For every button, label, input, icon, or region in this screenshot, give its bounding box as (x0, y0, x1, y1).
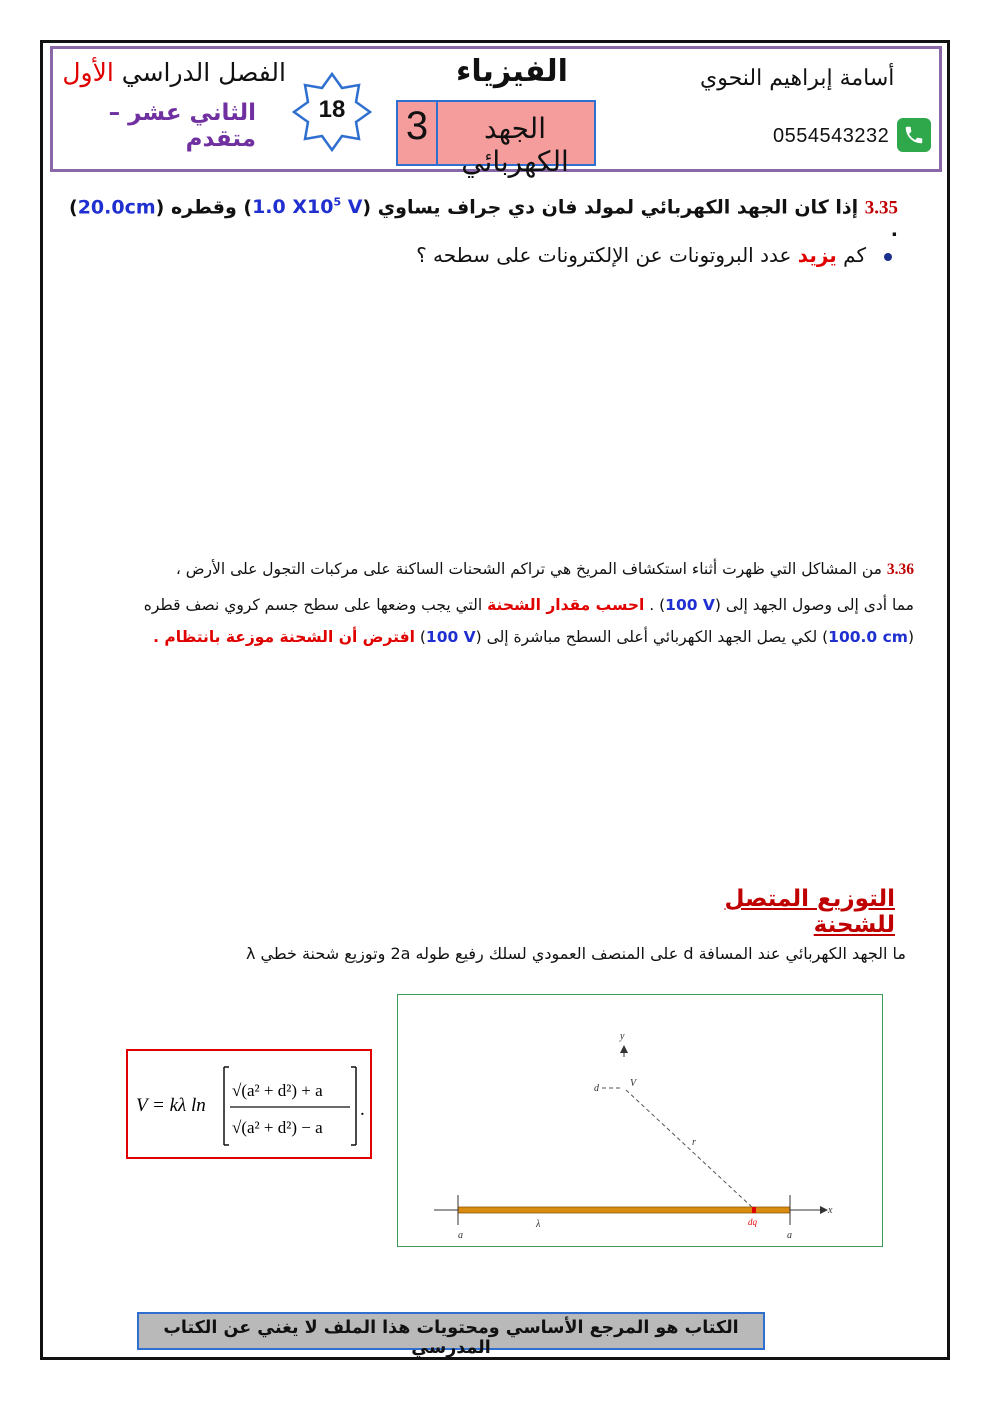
semester-prefix: الفصل الدراسي (113, 58, 286, 87)
r-label: r (692, 1137, 696, 1148)
svg-text:.: . (360, 1099, 365, 1120)
question-3-36-line2 (80, 596, 914, 614)
instruction-highlight: احسب مقدار الشحنة (487, 596, 645, 614)
dq-label: dq (748, 1217, 757, 1227)
phone-number: 0554543232 (773, 125, 890, 147)
assumption-highlight: افترض أن الشحنة موزعة بانتظام . (153, 628, 415, 646)
question-text: ( (907, 628, 914, 646)
potential-unit: V (341, 196, 363, 219)
y-axis-label: y (620, 1031, 625, 1042)
a-right-label: a (787, 1230, 792, 1241)
lambda-label: λ (536, 1219, 541, 1230)
diameter-value: 20.0cm (77, 196, 156, 219)
question-text: ) . (644, 596, 666, 614)
bullet-icon (884, 253, 892, 261)
formula-box (126, 1049, 372, 1159)
question-3-36-line1 (80, 560, 914, 579)
potential-value (252, 196, 362, 218)
question-text: ) (414, 628, 426, 646)
potential-exponent: 5 (333, 196, 342, 209)
x-axis-label: x (828, 1205, 833, 1216)
rod-diagram (398, 995, 881, 1245)
grade-label: الثاني عشر – متقدم (108, 100, 256, 152)
formula-graphic (128, 1051, 370, 1157)
potential-base: 1.0 X10 (252, 196, 334, 219)
question-number: 3.36 (886, 561, 914, 578)
charged-rod (458, 1207, 790, 1213)
author-name: أسامة إبراهيم النحوي (700, 66, 895, 91)
question-text: من المشاكل التي ظهرت أثناء استكشاف المريخ هي تراكم الشحنات الساكنة على مركبات التجول على الأرض ، (175, 560, 887, 578)
subject-title: الفيزياء (456, 54, 568, 89)
page-number: 18 (318, 96, 346, 123)
V-label: V (630, 1078, 637, 1089)
semester-label (56, 58, 286, 87)
footer-text: الكتاب هو المرجع الأساسي ومحتويات هذا الملف لا يغني عن الكتاب المدرسي (163, 1318, 739, 1358)
potential-value: 100 V (425, 628, 476, 646)
semester-highlight: الأول (62, 58, 114, 87)
a-left-label: a (458, 1230, 463, 1241)
question-text: إذا كان الجهد الكهربائي لمولد فان دي جراف يساوي ( (362, 196, 865, 219)
question-number: 3.35 (864, 197, 898, 219)
formula-denominator: √(a² + d²) − a (232, 1118, 323, 1137)
question-text: مما أدى إلى وصول الجهد إلى ( (714, 596, 914, 614)
bullet-text: عدد البروتونات عن الإلكترونات على سطحه ؟ (416, 243, 798, 267)
chapter-number: 3 (405, 104, 429, 148)
question-3-35-bullet (100, 243, 892, 267)
formula-numerator: √(a² + d²) + a (232, 1081, 323, 1100)
question-text: التي يجب وضعها على سطح جسم كروي نصف قطره (143, 596, 488, 614)
question-text: ) وقطره ( (155, 196, 253, 219)
bullet-highlight: يزيد (797, 243, 837, 267)
formula-lhs: V = kλ ln (136, 1095, 206, 1116)
radius-value: 100.0 cm (828, 628, 908, 646)
bullet-text: كم (836, 243, 866, 267)
d-label: d (594, 1083, 599, 1094)
section-title: التوزيع المتصل للشحنة (724, 886, 895, 938)
question-3-36-line3 (80, 628, 914, 646)
charge-element-dq (752, 1207, 756, 1213)
charged-rod-figure (397, 994, 883, 1247)
chapter-title: الجهد الكهربائي (461, 112, 569, 178)
phone-icon (897, 118, 931, 152)
question-text: ) . (69, 196, 898, 242)
question-text: ) لكي يصل الجهد الكهربائي أعلى السطح مباشرة إلى ( (475, 628, 829, 646)
section-description: ما الجهد الكهربائي عند المسافة d على المنصف العمودي لسلك رفيع طوله 2a وتوزيع شحنة خطي λ (245, 944, 906, 963)
potential-value: 100 V (665, 596, 715, 614)
question-3-35 (68, 196, 898, 241)
